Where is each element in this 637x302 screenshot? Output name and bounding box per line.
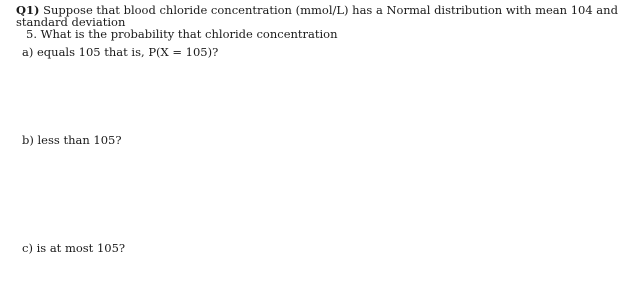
part-b: b) less than 105? (22, 133, 122, 147)
question-line-1 (16, 4, 631, 28)
question-stem (16, 4, 631, 40)
part-a: a) equals 105 that is, P(X = 105)? (22, 45, 219, 59)
question-number: Q1) (16, 3, 40, 17)
question-text-line-1: Suppose that blood chloride concentration (mmol/L) has a Normal distribution with mean 104 and standard deviation (16, 3, 618, 29)
part-c: c) is at most 105? (22, 241, 126, 255)
question-text-line-2: 5. What is the probability that chloride concentration (26, 27, 338, 41)
